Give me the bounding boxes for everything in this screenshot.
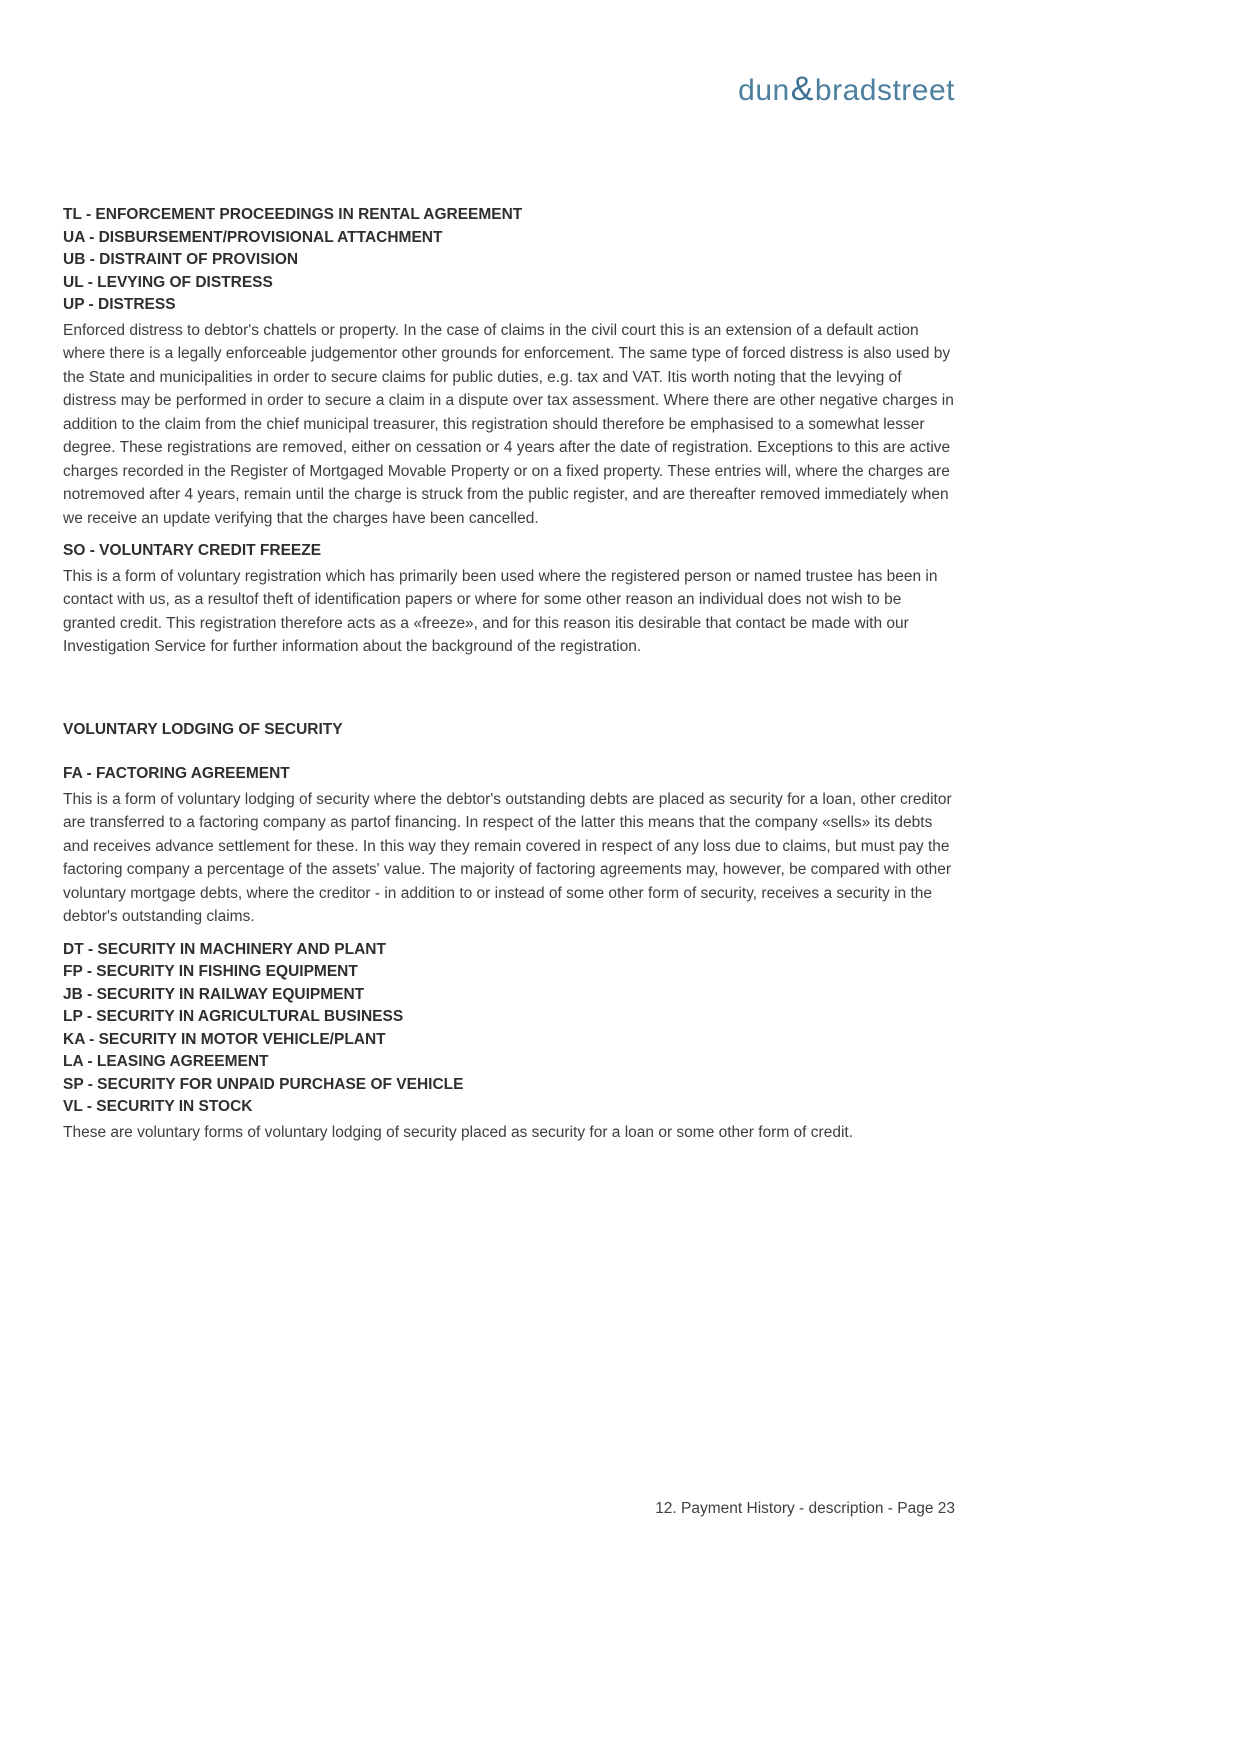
code-heading-up: UP - DISTRESS xyxy=(63,296,176,313)
document-content xyxy=(63,204,955,1144)
code-heading-ub: UB - DISTRAINT OF PROVISION xyxy=(63,251,299,268)
logo-text-dun: dun xyxy=(738,74,790,107)
dun-bradstreet-logo xyxy=(63,70,955,109)
code-heading-ul: UL - LEVYING OF DISTRESS xyxy=(63,273,273,291)
code-heading-ka: KA - SECURITY IN MOTOR VEHICLE/PLANT xyxy=(63,1030,386,1048)
code-heading-fa: FA - FACTORING AGREEMENT xyxy=(63,765,290,782)
code-heading-group xyxy=(63,204,955,317)
code-heading-tl: TL - ENFORCEMENT PROCEEDINGS IN RENTAL AGREEMENT xyxy=(63,206,523,223)
paragraph-voluntary-security: These are voluntary forms of voluntary lodging of security placed as security for a loan or some other form of credit. xyxy=(63,1123,854,1141)
paragraph-distress: Enforced distress to debtor's chattels or property. In the case of claims in the civil court this is an extension of a default action where there is a legally enforceable judgementor other grounds for enforcement. The same type of forced distress is also used by the State and municipalities in order to secure claims for public duties, e.g. tax and VAT. Itis worth noting that the levying of distress may be performed in order to secure a claim in a dispute over tax assessment. Where there are other negative charges in addition to the claim from the chief municipal treasurer, this registration should therefore be emphasised to a somewhat lesser degree. These registrations are removed, either on cessation or 4 years after the date of registration. Exceptions to this are active charges recorded in the Register of Mortgaged Movable Property or on a fixed property. These entries will, where the charges are notremoved after 4 years, remain until the charge is struck from the public register, and are thereafter removed immediately when we receive an update verifying that the charges have been cancelled. xyxy=(63,321,954,527)
section-title-voluntary-lodging: VOLUNTARY LODGING OF SECURITY xyxy=(63,720,343,738)
code-heading-so: SO - VOLUNTARY CREDIT FREEZE xyxy=(63,542,322,559)
code-heading-fp: FP - SECURITY IN FISHING EQUIPMENT xyxy=(63,963,358,980)
code-heading-la: LA - LEASING AGREEMENT xyxy=(63,1053,269,1070)
paragraph-factoring: This is a form of voluntary lodging of security where the debtor's outstanding debts are placed as security for a loan, other creditor are transferred to a factoring company as partof financing. In respect of the latter this means that the company «sells» its debts and receives advance settlement for these. In this way they remain covered in respect of any loss due to claims, but must pay the factoring company a percentage of the assets' value. The majority of factoring agreements may, however, be compared with other voluntary mortgage debts, where the creditor - in addition to or instead of some other form of security, receives a security in the debtor's outstanding claims. xyxy=(63,790,952,925)
code-heading-sp: SP - SECURITY FOR UNPAID PURCHASE OF VEHICLE xyxy=(63,1075,464,1093)
logo-ampersand-icon: & xyxy=(790,70,814,108)
page-footer: 12. Payment History - description - Page 23 xyxy=(655,1500,955,1517)
code-heading-vl: VL - SECURITY IN STOCK xyxy=(63,1098,253,1115)
code-heading-dt: DT - SECURITY IN MACHINERY AND PLANT xyxy=(63,940,386,958)
code-heading-lp: LP - SECURITY IN AGRICULTURAL BUSINESS xyxy=(63,1008,404,1025)
code-heading-group-security xyxy=(63,939,955,1119)
logo-text-bradstreet: bradstreet xyxy=(814,74,955,107)
paragraph-credit-freeze: This is a form of voluntary registration which has primarily been used where the registered person or named trustee has been in contact with us, as a resultof theft of identification papers or where for some other reason an individual does not wish to be granted credit. This registration therefore acts as a «freeze», and for this reason itis desirable that contact be made with our Investigation Service for further information about the background of the registration. xyxy=(63,567,938,655)
code-heading-ua: UA - DISBURSEMENT/PROVISIONAL ATTACHMENT xyxy=(63,228,443,246)
code-heading-jb: JB - SECURITY IN RAILWAY EQUIPMENT xyxy=(63,985,365,1003)
